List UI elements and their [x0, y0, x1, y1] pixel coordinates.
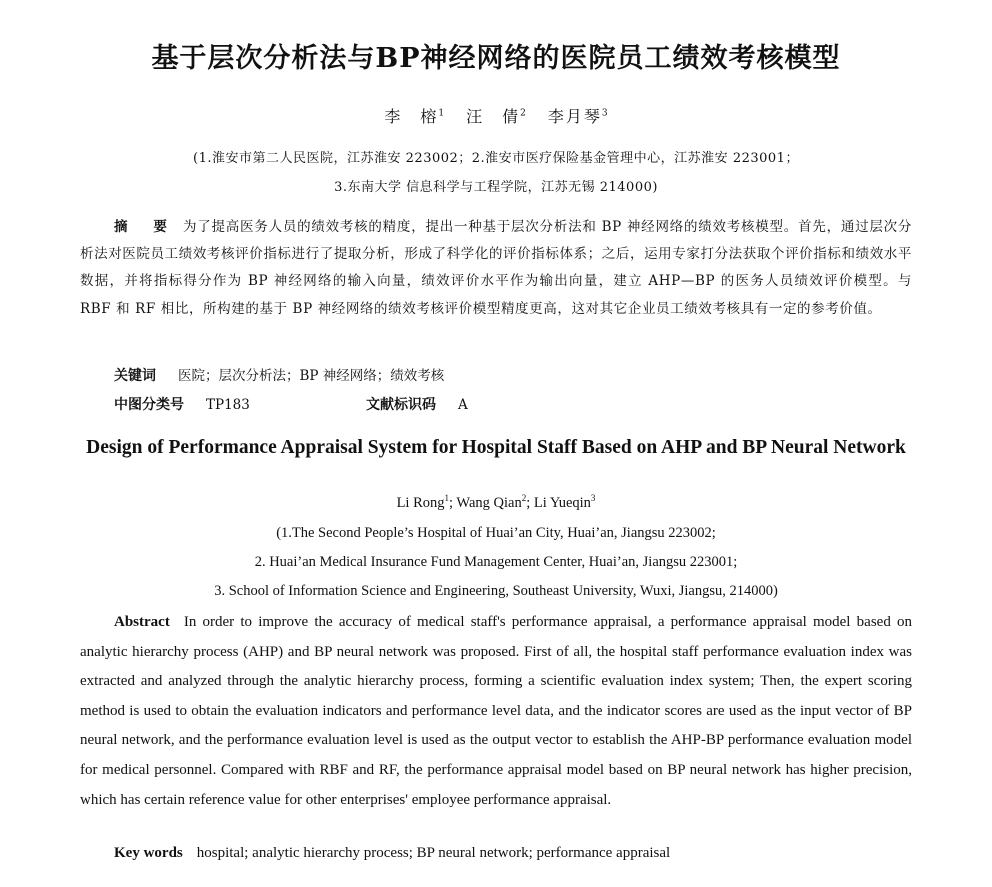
chinese-author-sup: 1: [438, 108, 445, 119]
chinese-abstract-text: 为了提高医务人员的绩效考核的精度，提出一种基于层次分析法和 BP 神经网络的绩效考核模型。首先，通过层次分析法对医院员工绩效考核评价指标进行了提取分析，形成了科学化的评价指标体系；之后，运用专家打分法获取个评价指标和绩效水平数据，并将指标得分作为 BP 神经网络的输入向量，绩效评价水平作为输出向量，建立 AHP—BP 的医务人员绩效评价模型。与 RBF 和 RF 相比，所构建的基于 BP 神经网络的绩效考核评价模型精度更高，这对其它企业员工绩效考核具有一定的参考价值。: [80, 219, 913, 317]
english-abstract-text: In order to improve the accuracy of medical staff's performance appraisal, a performance appraisal model based on analytic hierarchy process (AHP) and BP neural network was proposed. First of all, the hospital staff performance evaluation index was extracted and analyzed through the analytic hierarchy process, forming a scientific evaluation index system; Then, the expert scoring method is used to obtain the evaluation indicators and performance level data, and the indicator scores are used as the input vector of BP neural network, and the performance evaluation level is used as the output vector to establish the AHP-BP performance evaluation model for medical personnel. Compared with RBF and RF, the performance appraisal model based on BP neural network has higher precision, which has certain reference value for other enterprises' employee performance appraisal.: [80, 614, 912, 808]
classification-number: [114, 394, 250, 414]
english-affiliation-1: (1.The Second People’s Hospital of Huai’an City, Huai’an, Jiangsu 223002;: [276, 525, 716, 541]
english-abstract-label: Abstract: [114, 614, 170, 630]
classification-number-label: 中图分类号: [114, 397, 184, 413]
english-authors: [0, 493, 992, 512]
chinese-keywords-text: 医院；层次分析法；BP 神经网络；绩效考核: [178, 368, 445, 384]
author-separator: ;: [449, 494, 457, 511]
chinese-authors: [0, 104, 992, 127]
english-affiliation-2: 2. Huai’an Medical Insurance Fund Management Center, Huai’an, Jiangsu 223001;: [254, 554, 738, 570]
chinese-author-name: 汪 倩: [466, 107, 521, 126]
english-author-sup: 2: [521, 493, 527, 503]
document-code: [366, 394, 468, 414]
chinese-affiliations-line-1: (1.淮安市第二人民医院，江苏淮安 223002；2.淮安市医疗保险基金管理中心，江苏淮安 223001；: [193, 151, 799, 166]
english-title: Design of Performance Appraisal System for Hospital Staff Based on AHP and BP Neural Network: [86, 437, 906, 458]
document-code-label: 文献标识码: [366, 397, 436, 413]
document-code-value: A: [458, 397, 468, 413]
english-author-sup: 1: [444, 493, 450, 503]
english-author-name: Wang Qian: [456, 494, 522, 511]
chinese-abstract: [80, 214, 912, 323]
chinese-author-name: 李 榕: [384, 107, 439, 126]
english-author-name: Li Rong: [396, 494, 445, 511]
chinese-affiliations-line-2: 3.东南大学 信息科学与工程学院，江苏无锡 214000): [334, 180, 658, 195]
chinese-author-name: 李月琴: [547, 107, 602, 126]
chinese-abstract-label: 摘 要: [114, 219, 173, 235]
english-author-sup: 3: [590, 493, 596, 503]
chinese-title: 基于层次分析法与BP神经网络的医院员工绩效考核模型: [151, 43, 841, 74]
chinese-author-sup: 3: [601, 108, 608, 119]
author-separator: ;: [526, 494, 534, 511]
classification-number-value: TP183: [206, 397, 250, 413]
english-abstract: [80, 608, 912, 815]
english-keywords-label: Key words: [114, 845, 183, 861]
chinese-keywords-label: 关键词: [114, 368, 156, 384]
english-keywords-text: hospital; analytic hierarchy process; BP neural network; performance appraisal: [196, 845, 671, 861]
english-keywords: [114, 845, 670, 862]
english-affiliation-3: 3. School of Information Science and Engineering, Southeast University, Wuxi, Jiangsu, 214000): [214, 583, 778, 599]
chinese-keywords: [114, 364, 444, 385]
english-author-name: Li Yueqin: [533, 494, 591, 511]
chinese-author-sup: 2: [520, 108, 526, 119]
